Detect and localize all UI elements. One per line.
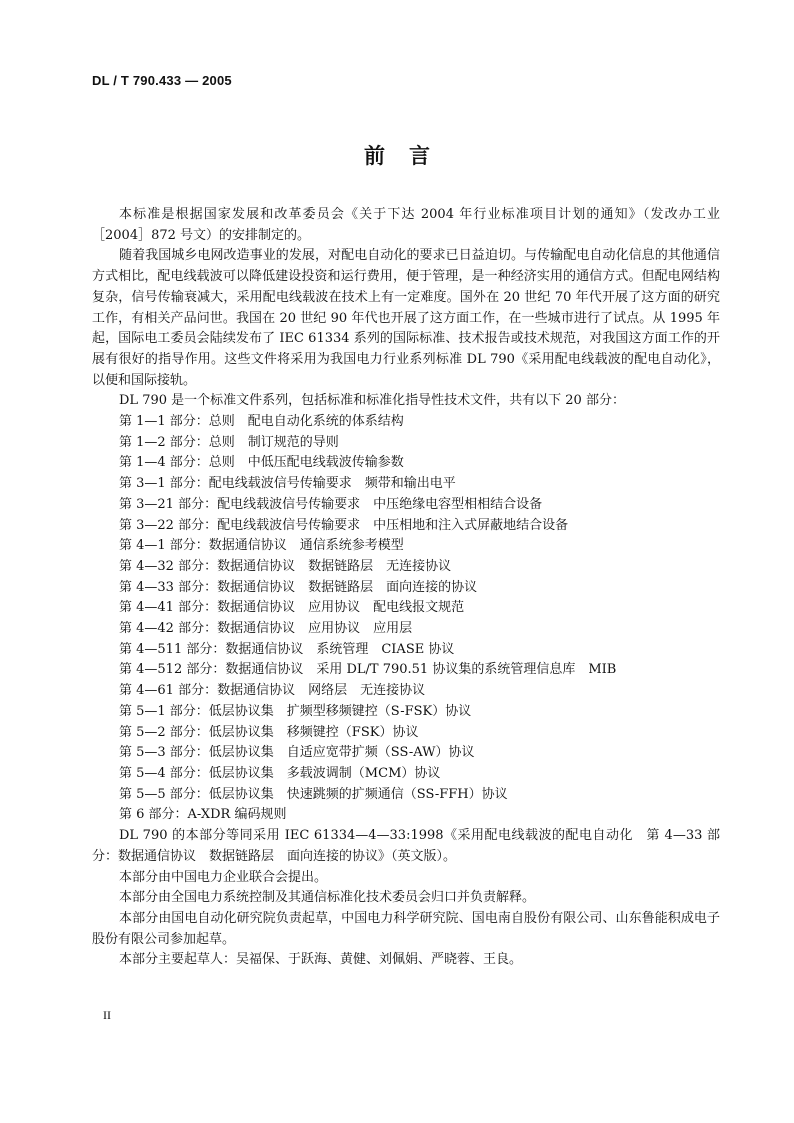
list-item: 第 1—1 部分：总则 配电自动化系统的体系结构 <box>119 414 404 430</box>
list-item: 第 4—61 部分：数据通信协议 网络层 无连接协议 <box>119 683 426 699</box>
list-item: 第 4—32 部分：数据通信协议 数据链路层 无连接协议 <box>119 558 452 574</box>
list-item: 第 5—5 部分：低层协议集 快速跳频的扩频通信（SS-FFH）协议 <box>119 786 508 802</box>
foreword-body <box>92 205 720 971</box>
paragraph: 本部分主要起草人：吴福保、于跃海、黄健、刘佩娟、严晓蓉、王良。 <box>119 952 523 968</box>
paragraph: 本部分由全国电力系统控制及其通信标准化技术委员会归口并负责解释。 <box>119 890 536 906</box>
list-item: 第 3—22 部分：配电线载波信号传输要求 中压相地和注入式屏蔽地结合设备 <box>119 517 569 533</box>
paragraph: 本标准是根据国家发展和改革委员会《关于下达 2004 年行业标准项目计划的通知》（发改办工业［2004］872 号文）的安排制定的。 <box>92 207 720 243</box>
list-item: 第 3—21 部分：配电线载波信号传输要求 中压绝缘电容型相相结合设备 <box>119 496 543 512</box>
list-item: 第 4—33 部分：数据通信协议 数据链路层 面向连接的协议 <box>119 579 478 595</box>
list-item: 第 1—2 部分：总则 制订规范的导则 <box>119 434 339 450</box>
paragraph: 本部分由国电自动化研究院负责起草，中国电力科学研究院、国电南自股份有限公司、山东鲁能积成电子股份有限公司参加起草。 <box>92 910 720 947</box>
page-title: 前言 <box>364 143 454 168</box>
list-item: 第 5—3 部分：低层协议集 自适应宽带扩频（SS-AW）协议 <box>119 745 475 761</box>
paragraph: 本部分由中国电力企业联合会提出。 <box>119 869 328 885</box>
list-item: 第 5—1 部分：低层协议集 扩频型移频键控（S-FSK）协议 <box>119 703 472 719</box>
list-item: 第 4—511 部分：数据通信协议 系统管理 CIASE 协议 <box>119 641 455 657</box>
parts-list <box>92 412 720 826</box>
list-item: 第 5—4 部分：低层协议集 多载波调制（MCM）协议 <box>119 765 441 781</box>
list-item: 第 4—42 部分：数据通信协议 应用协议 应用层 <box>119 621 413 637</box>
page-number: II <box>103 1008 111 1022</box>
list-item: 第 6 部分：A-XDR 编码规则 <box>119 807 287 823</box>
list-item: 第 1—4 部分：总则 中低压配电线载波传输参数 <box>119 455 404 471</box>
paragraph: 随着我国城乡电网改造事业的发展，对配电自动化的要求已日益迫切。与传输配电自动化信息的其他通信方式相比，配电线载波可以降低建设投资和运行费用，便于管理，是一种经济实用的通信方式。但配电网结构复杂，信号传输衰减大，采用配电线载波在技术上有一定难度。国外在 20 世纪 70 年代开展了这方面的研究工作，有相关产品问世。我国在 20 世纪 90 年代也开展了这方面工作，在一些城市进行了试点。从 1995 年起，国际电工委员会陆续发布了 IEC 61334 系列的国际标准、技术报告或技术规范，对我国这方面工作的开展有很好的指导作用。这些文件将采用为我国电力行业系列标准 DL 790《采用配电线载波的配电自动化》，以便和国际接轨。 <box>92 248 720 388</box>
list-item: 第 4—512 部分：数据通信协议 采用 DL/T 790.51 协议集的系统管理信息库 MIB <box>119 662 617 678</box>
list-item: 第 4—1 部分：数据通信协议 通信系统参考模型 <box>119 538 404 554</box>
paragraph: DL 790 的本部分等同采用 IEC 61334—4—33:1998《采用配电线载波的配电自动化 第 4—33 部分：数据通信协议 数据链路层 面向连接的协议》（英文版）。 <box>92 828 720 864</box>
list-item: 第 5—2 部分：低层协议集 移频键控（FSK）协议 <box>119 724 419 740</box>
list-item: 第 3—1 部分：配电线载波信号传输要求 频带和输出电平 <box>119 476 456 492</box>
list-item: 第 4—41 部分：数据通信协议 应用协议 配电线报文规范 <box>119 600 465 616</box>
paragraph: DL 790 是一个标准文件系列，包括标准和标准化指导性技术文件，共有以下 20 部分： <box>119 393 625 409</box>
document-code: DL / T 790.433 — 2005 <box>92 73 232 88</box>
